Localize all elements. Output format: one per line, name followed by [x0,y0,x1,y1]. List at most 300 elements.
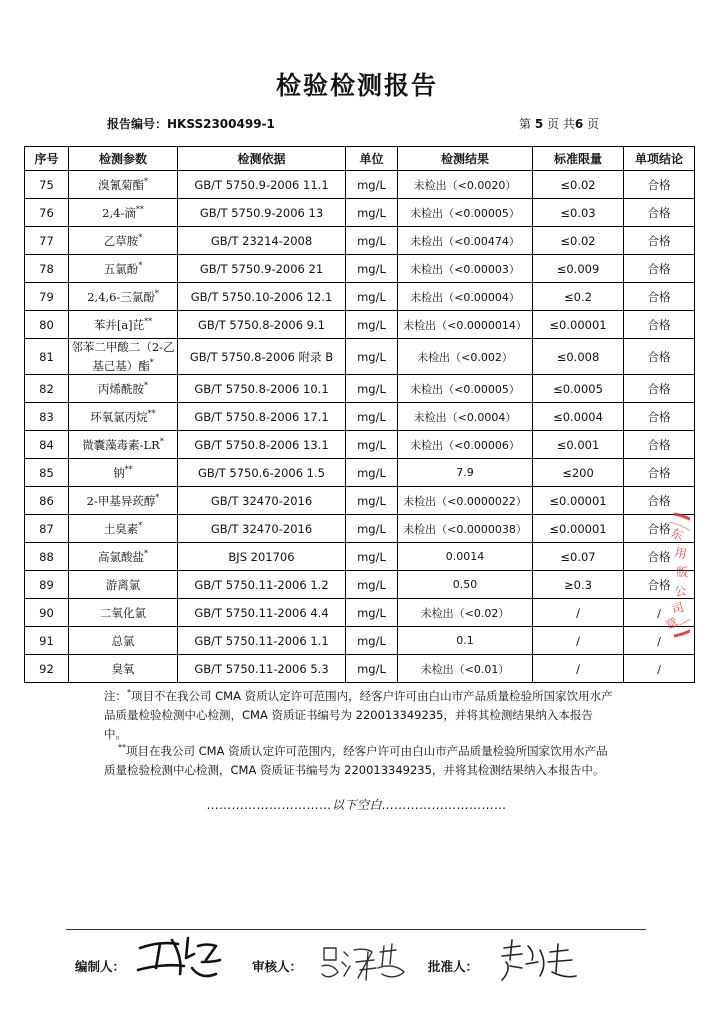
row-conclusion-text: 合格 [647,493,671,508]
row-param [69,227,178,255]
row-conclusion-text: 合格 [647,205,671,220]
row-conclusion [624,283,695,311]
row-no-text: 75 [39,177,54,192]
svg-text:司: 司 [669,600,686,617]
compiler-label: 编制人： [75,959,126,974]
row-conclusion [624,459,695,487]
row-param [69,375,178,403]
table-row [25,227,695,255]
row-param [69,571,178,599]
row-result [398,655,533,683]
page-prefix: 第 [519,117,532,131]
row-param-text: 高氯酸盐 [98,549,144,564]
row-unit-text: mg/L [357,437,386,452]
row-result [398,627,533,655]
row-method [178,227,346,255]
row-unit [346,171,398,199]
table-row [25,543,695,571]
row-no [25,627,69,655]
row-unit [346,571,398,599]
table-row [25,599,695,627]
row-unit [346,543,398,571]
row-unit-text: mg/L [357,465,386,480]
row-conclusion-text: 合格 [647,381,671,396]
row-param-text: 臭氧 [111,661,135,676]
row-unit [346,459,398,487]
row-limit [533,375,624,403]
row-result-text: 0.50 [452,578,478,591]
row-limit-text: ≤0.00001 [549,493,607,508]
lab-scope-mark: ** [135,204,144,214]
note-outside-scope [104,683,614,744]
row-result [398,571,533,599]
row-result [398,171,533,199]
table-row [25,403,695,431]
note-inside-scope [104,738,614,780]
row-result-text: 0.0014 [445,550,485,563]
row-method [178,599,346,627]
header-result: 检测结果 [398,147,533,171]
lab-scope-mark: * [159,436,164,446]
row-no-text: 83 [39,409,54,424]
row-result [398,459,533,487]
lab-scope-mark: * [149,357,154,367]
row-method [178,515,346,543]
row-conclusion-text: 合格 [647,549,671,564]
row-limit-text: ≤0.0005 [553,381,603,396]
lab-scope-mark: * [138,260,143,270]
table-row [25,283,695,311]
row-unit-text: mg/L [357,633,386,648]
row-conclusion-text: 合格 [647,521,671,536]
row-unit [346,487,398,515]
header-unit: 单位 [346,147,398,171]
row-param-text: 2-甲基异莰醇 [86,493,156,508]
table-row [25,311,695,339]
row-conclusion-text: 合格 [647,409,671,424]
row-unit-text: mg/L [357,521,386,536]
header-param: 检测参数 [69,147,178,171]
row-limit [533,403,624,431]
row-no [25,283,69,311]
row-no-text: 85 [39,465,54,480]
row-method [178,627,346,655]
report-title: 检验检测报告 [275,71,438,100]
row-method-text: GB/T 5750.8-2006 17.1 [194,409,329,424]
row-param-text: 环氧氯丙烷 [90,409,148,424]
row-no-text: 81 [39,349,54,364]
row-unit [346,255,398,283]
row-conclusion [624,375,695,403]
table-row [25,255,695,283]
row-limit-text: ≥0.3 [564,577,592,592]
approver-label: 批准人： [428,959,479,974]
lab-scope-mark: * [155,492,160,502]
row-param [69,311,178,339]
svg-text:东: 东 [668,525,686,543]
row-limit-text: ≤0.0004 [553,409,603,424]
row-param [69,171,178,199]
row-limit [533,627,624,655]
row-limit-text: ≤200 [562,465,594,480]
row-no [25,599,69,627]
table-row [25,431,695,459]
row-limit-text: ≤0.009 [556,261,600,276]
row-unit [346,283,398,311]
company-seal-stamp [640,510,690,640]
reviewer-label: 审核人： [252,959,303,974]
row-param-text: 钠 [113,465,125,480]
row-method [178,459,346,487]
row-conclusion-text: / [657,661,661,676]
row-limit-text: ≤0.008 [556,349,600,364]
row-method [178,171,346,199]
row-param-text: 苯并[a]芘 [93,317,145,332]
row-param [69,339,178,375]
row-method [178,403,346,431]
header-no: 序号 [25,147,69,171]
row-no [25,339,69,375]
row-param [69,459,178,487]
row-result-text: 未检出（<0.00006） [410,438,520,452]
row-no-text: 92 [39,661,54,676]
row-method [178,571,346,599]
note1-mark: * [127,688,131,697]
row-no [25,403,69,431]
report-number-label: 报告编号： [107,117,168,131]
row-unit-text: mg/L [357,549,386,564]
note2-mark: ** [118,743,126,752]
row-param [69,199,178,227]
lab-scope-mark: ** [144,316,153,326]
page-suffix: 页 [587,117,600,131]
row-no [25,311,69,339]
row-method-text: GB/T 5750.6-2006 1.5 [198,465,325,480]
row-method-text: GB/T 5750.8-2006 附录 B [189,349,334,364]
row-unit [346,339,398,375]
row-method [178,655,346,683]
row-unit-text: mg/L [357,289,386,304]
row-unit [346,431,398,459]
row-method-text: GB/T 5750.11-2006 1.1 [194,633,329,648]
row-result-text: 未检出（<0.0000014） [403,318,527,332]
row-result [398,375,533,403]
row-limit-text: / [576,633,580,648]
row-result [398,403,533,431]
row-param [69,655,178,683]
header-method: 检测依据 [178,147,346,171]
table-row [25,339,695,375]
page-indicator [519,115,599,132]
row-limit-text: ≤0.03 [560,205,596,220]
row-unit-text: mg/L [357,661,386,676]
page-total: 6 [574,117,584,131]
row-limit [533,431,624,459]
row-unit-text: mg/L [357,605,386,620]
row-limit [533,171,624,199]
row-unit [346,403,398,431]
row-limit-text: ≤0.00001 [549,317,607,332]
header-limit: 标准限量 [533,147,624,171]
row-param-text: 微囊藻毒素-LR [82,437,160,452]
row-limit-text: ≤0.2 [564,289,592,304]
row-limit [533,227,624,255]
row-result-text: 7.9 [456,466,474,479]
note1-text: 项目不在我公司 CMA 资质认定许可范围内，经客户许可由白山市产品质量检验所国家饮用水产品质量检验检测中心检测，CMA 资质证书编号为 220013349235，并将其检测结果纳入本报告中。 [104,688,613,741]
row-conclusion-text: 合格 [647,289,671,304]
results-table [24,146,695,683]
row-no [25,199,69,227]
row-limit-text: ≤0.00001 [549,521,607,536]
row-param [69,599,178,627]
blank-below-line: …………………………以下空白………………………… [206,798,507,812]
row-unit-text: mg/L [357,409,386,424]
table-row [25,199,695,227]
row-param [69,255,178,283]
row-param-text: 丙烯酰胺 [98,381,144,396]
table-row [25,171,695,199]
row-limit [533,599,624,627]
row-limit-text: / [576,605,580,620]
row-conclusion-text: 合格 [647,577,671,592]
row-result-text: 未检出（<0.00005） [410,382,520,396]
row-method-text: GB/T 23214-2008 [210,233,313,248]
row-no [25,571,69,599]
row-result-text: 未检出（<0.01） [420,662,510,676]
row-limit-text: ≤0.001 [556,437,600,452]
row-param-text: 总氯 [111,633,135,648]
row-no-text: 80 [39,317,54,332]
row-no [25,431,69,459]
row-no-text: 79 [39,289,54,304]
row-param-text: 溴氰菊酯 [98,177,144,192]
row-conclusion-text: 合格 [647,465,671,480]
row-limit [533,515,624,543]
row-limit-text: / [576,661,580,676]
row-no-text: 86 [39,493,54,508]
note1-prefix: 注： [104,688,127,703]
row-result-text: 未检出（<0.00004） [410,290,520,304]
row-limit [533,459,624,487]
row-result [398,487,533,515]
row-unit [346,599,398,627]
row-conclusion-text: 合格 [647,261,671,276]
row-param [69,543,178,571]
row-result [398,543,533,571]
lab-scope-mark: * [144,176,148,186]
reviewer-signature [318,938,410,984]
row-unit [346,199,398,227]
row-method [178,487,346,515]
row-no [25,375,69,403]
row-param-text: 邻苯二甲酸二（2-乙基己基）酯 [71,339,175,373]
row-unit-text: mg/L [357,317,386,332]
row-result-text: 0.1 [456,634,474,647]
lab-scope-mark: ** [147,408,156,418]
row-limit [533,311,624,339]
row-no [25,459,69,487]
lab-scope-mark: ** [124,464,133,474]
row-conclusion-text: 合格 [647,349,671,364]
row-param-text: 二氧化氯 [100,605,146,620]
svg-text:公: 公 [673,583,688,599]
lab-scope-mark: * [138,232,143,242]
row-limit [533,339,624,375]
lab-scope-mark: * [154,288,159,298]
row-result [398,599,533,627]
row-limit [533,199,624,227]
row-conclusion-text: 合格 [647,177,671,192]
row-method [178,199,346,227]
row-result-text: 未检出（<0.0000038） [403,522,527,536]
row-method [178,283,346,311]
row-no-text: 89 [39,577,54,592]
lab-scope-mark: * [138,520,143,530]
row-method-text: GB/T 32470-2016 [210,521,313,536]
row-method [178,339,346,375]
header-conclusion: 单项结论 [624,147,695,171]
row-limit [533,571,624,599]
row-limit [533,283,624,311]
row-method-text: GB/T 5750.11-2006 1.2 [194,577,329,592]
row-conclusion [624,655,695,683]
row-param-text: 游离氯 [105,577,141,592]
table-row [25,655,695,683]
row-no-text: 76 [39,205,54,220]
row-unit [346,515,398,543]
row-limit-text: ≤0.02 [560,233,596,248]
row-conclusion [624,171,695,199]
row-result-text: 未检出（<0.0004） [413,410,517,424]
row-param [69,431,178,459]
row-method-text: GB/T 5750.9-2006 13 [199,205,324,220]
table-row [25,627,695,655]
row-no [25,171,69,199]
table-row [25,571,695,599]
row-conclusion [624,255,695,283]
row-conclusion [624,339,695,375]
row-conclusion-text: / [657,605,661,620]
row-unit-text: mg/L [357,233,386,248]
row-unit-text: mg/L [357,261,386,276]
row-method-text: GB/T 5750.10-2006 12.1 [190,289,333,304]
table-row [25,375,695,403]
row-method-text: GB/T 5750.8-2006 13.1 [194,437,329,452]
row-result-text: 未检出（<0.0000022） [403,494,527,508]
row-unit [346,627,398,655]
row-no [25,227,69,255]
row-no-text: 87 [39,521,54,536]
row-param-text: 乙草胺 [103,233,139,248]
row-unit-text: mg/L [357,493,386,508]
row-param [69,487,178,515]
row-result [398,311,533,339]
row-method-text: GB/T 5750.9-2006 21 [199,261,324,276]
row-method-text: GB/T 5750.8-2006 10.1 [194,381,329,396]
row-conclusion [624,431,695,459]
row-limit [533,655,624,683]
row-param-text: 五氯酚 [103,261,139,276]
row-conclusion [624,403,695,431]
row-result [398,255,533,283]
row-result-text: 未检出（<0.002） [417,350,513,364]
note2-text: 项目在我公司 CMA 资质认定许可范围内，经客户许可由白山市产品质量检验所国家饮用水产品质量检验检测中心检测，CMA 资质证书编号为 220013349235，并将其检测结果纳入本报告中。 [104,743,608,777]
row-method-text: BJS 201706 [228,549,295,564]
row-conclusion-text: / [657,633,661,648]
row-param [69,627,178,655]
row-method [178,543,346,571]
row-no [25,515,69,543]
row-result-text: 未检出（<0.00003） [410,262,520,276]
row-conclusion [624,311,695,339]
row-method-text: GB/T 5750.11-2006 4.4 [194,605,329,620]
row-result [398,515,533,543]
page-mid: 页 共 [547,117,575,131]
svg-text:版: 版 [675,565,689,580]
row-result [398,283,533,311]
table-row [25,515,695,543]
row-method-text: GB/T 5750.8-2006 9.1 [198,317,325,332]
page-current: 5 [534,117,544,131]
row-no [25,543,69,571]
row-unit-text: mg/L [357,349,386,364]
row-limit-text: ≤0.07 [560,549,596,564]
row-result-text: 未检出（<0.00005） [410,206,520,220]
row-unit [346,375,398,403]
row-unit-text: mg/L [357,577,386,592]
lab-scope-mark: * [144,380,148,390]
row-method [178,375,346,403]
table-row [25,487,695,515]
row-unit [346,311,398,339]
row-result [398,199,533,227]
row-unit-text: mg/L [357,381,386,396]
row-result-text: 未检出（<0.0020） [413,178,517,192]
row-no-text: 84 [39,437,54,452]
row-param [69,515,178,543]
row-conclusion-text: 合格 [647,437,671,452]
row-method-text: GB/T 32470-2016 [210,493,313,508]
lab-scope-mark: * [144,548,148,558]
row-conclusion [624,227,695,255]
svg-text:章: 章 [663,614,681,633]
row-no-text: 82 [39,381,54,396]
row-method-text: GB/T 5750.9-2006 11.1 [194,177,329,192]
row-param [69,283,178,311]
row-conclusion [624,199,695,227]
row-result [398,227,533,255]
compiler-signature [132,928,228,984]
row-result [398,431,533,459]
row-param-text: 2,4,6-三氯酚 [87,289,155,304]
table-row [25,459,695,487]
row-method [178,311,346,339]
row-result-text: 未检出（<0.00474） [410,234,520,248]
row-param-text: 2,4-滴 [102,205,136,220]
row-no [25,487,69,515]
row-conclusion-text: 合格 [647,233,671,248]
row-result-text: 未检出（<0.02） [420,606,510,620]
row-unit-text: mg/L [357,205,386,220]
approver-signature [496,936,582,986]
row-no [25,255,69,283]
row-no-text: 90 [39,605,54,620]
row-limit [533,543,624,571]
row-no-text: 91 [39,633,54,648]
row-method-text: GB/T 5750.11-2006 5.3 [194,661,329,676]
row-method [178,255,346,283]
row-no-text: 88 [39,549,54,564]
